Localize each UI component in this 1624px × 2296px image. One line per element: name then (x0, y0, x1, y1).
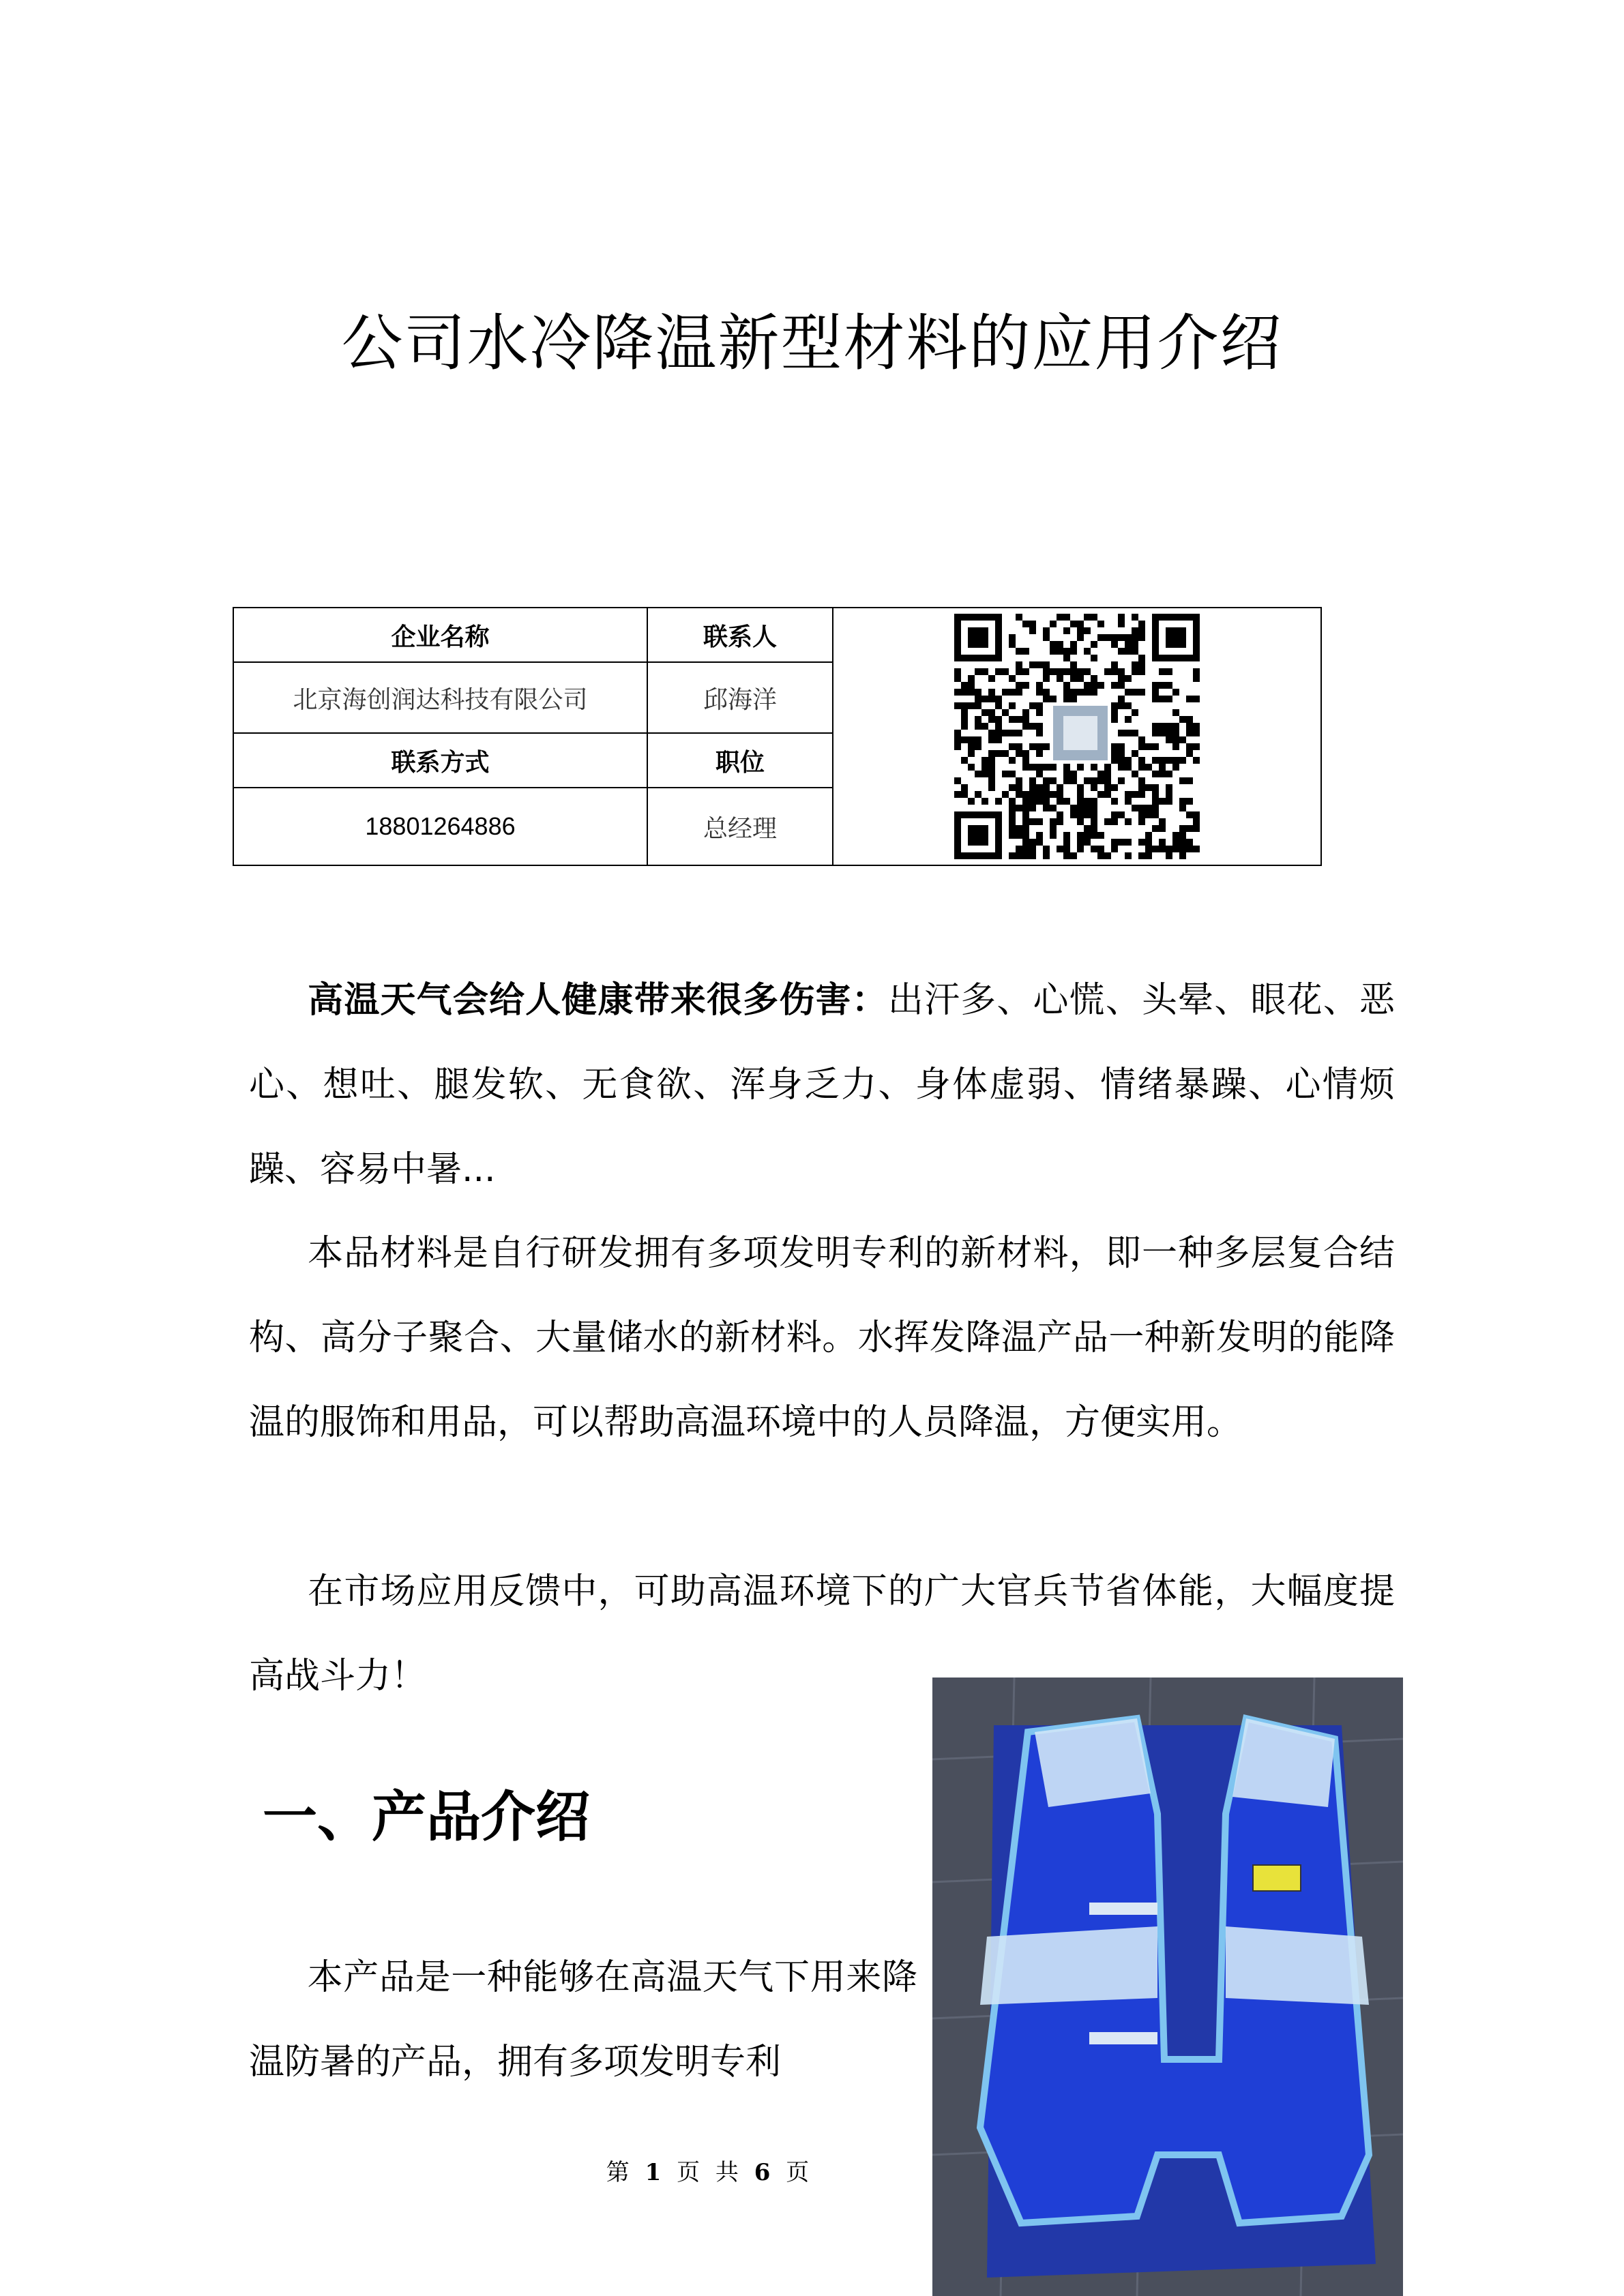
footer-suffix: 页 (786, 2159, 814, 2186)
footer-page-total: 6 (754, 2159, 775, 2186)
qr-code-icon (920, 614, 1234, 859)
intro-lead: 高温天气会给人健康带来很多伤害： (307, 980, 888, 1021)
cooling-vest-photo (932, 1678, 1403, 2296)
intro-paragraph-2-text: 本品材料是自行研发拥有多项发明专利的新材料，即一种多层复合结构、高分子聚合、大量储水的新材料。水挥发降温产品一种新发明的能降温的服饰和用品，可以帮助高温环境中的人员降温，方便实用。 (249, 1233, 1395, 1443)
section-paragraph-1 (249, 1935, 917, 2104)
company-name: 北京海创润达科技有限公司 (233, 662, 647, 733)
intro-paragraph-3-text: 在市场应用反馈中，可助高温环境下的广大官兵节省体能，大幅度提高战斗力！ (249, 1571, 1395, 1697)
intro-paragraph-1 (249, 958, 1395, 1212)
company-name-header: 企业名称 (233, 608, 647, 662)
page-footer (0, 2153, 1624, 2187)
section-heading: 一、产品介绍 (263, 1785, 590, 1849)
intro-body: 出汗多、心慌、头晕、眼花、恶心、想吐、腿发软、无食欲、浑身乏力、身体虚弱、情绪暴躁、心情烦躁、容易中暑... (249, 980, 1395, 1190)
document-title: 公司水冷降温新型材料的应用介绍 (341, 308, 1283, 380)
contact-table (233, 607, 1322, 866)
contact-person-header: 联系人 (647, 608, 833, 662)
footer-mid: 页 共 (677, 2159, 743, 2186)
section-paragraph-1-text: 本产品是一种能够在高温天气下用来降温防暑的产品，拥有多项发明专利 (249, 1957, 917, 2083)
phone-number: 18801264886 (233, 788, 647, 865)
footer-prefix: 第 (606, 2159, 634, 2186)
contact-person: 邱海洋 (647, 662, 833, 733)
intro-paragraph-2 (249, 1211, 1395, 1465)
footer-page-number: 1 (645, 2159, 666, 2186)
position-header: 职位 (647, 733, 833, 788)
contact-method-header: 联系方式 (233, 733, 647, 788)
qr-code-cell (833, 608, 1321, 865)
position: 总经理 (647, 788, 833, 865)
